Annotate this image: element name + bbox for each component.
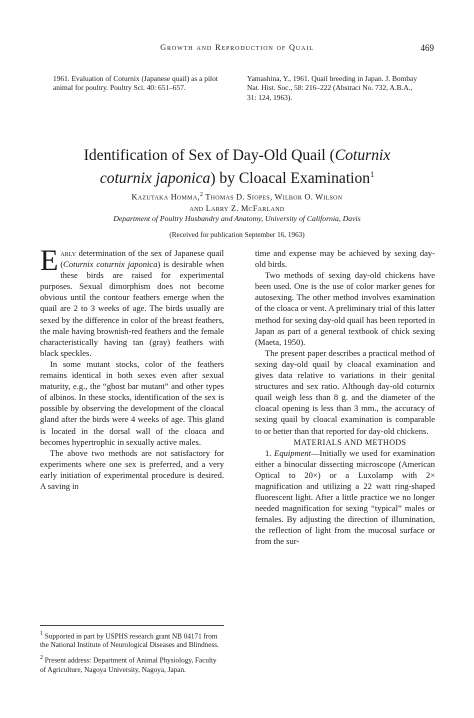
paragraph: Early determination of the sex of Japanese quail (Coturnix coturnix japonica) is desirable when these birds are raised for experimental purposes. Sexual dimorphism does not become obvious until the contour feathers emerge when the quail are 2 to 3 weeks of age. The birds usually are sexed by the difference in color of the breast feathers, the male having brownish-red feathers and the female characteristically having tan (gray) feathers with black speckles.	[40, 244, 225, 358]
author-list: Kazutaka Homma,$^2$ Thomas D. Siopes, Wilbor O. Wilson and Larry Z. McFarland	[131, 192, 343, 213]
paragraph: The present paper describes a practical method of sexing day-old quail by cloacal examination and gives data relative to variations in their genital structures and sex ratio. Although day-old coturnix quail weigh less than 8 g. and the diameter of the cloacal opening is less than 3 mm., the accuracy of sexing quail by cloacal examination is comparable to or better than that reported for day-old chickens.	[255, 347, 435, 436]
received-date: (Received for publication September 16, 1963)	[169, 231, 305, 239]
reference-item: Yamashina, Y., 1961. Quail breeding in Japan. J. Bombay Nat. Hist. Soc., 58: 216–222 (Abstract No. 732, A.B.A., 31: 124, 1963).	[247, 74, 418, 102]
running-head-title: Growth and Reproduction of Quail	[160, 43, 314, 52]
right-column	[255, 248, 435, 548]
reference-item: 1961. Evaluation of Coturnix (Japanese quail) as a pilot animal for poultry. Poultry Sci. 40: 651–657.	[53, 74, 218, 93]
page-number: 469	[420, 43, 434, 53]
paragraph: time and expense may be achieved by sexing day-old birds.	[255, 248, 435, 270]
article-title: Identification of Sex of Day-Old Quail (Coturnix coturnix japonica) by Cloacal Examination$^1$	[83, 147, 391, 187]
footnotes	[40, 625, 224, 675]
paragraph: The above two methods are not satisfactory for experiments where one sex is preferred, and a very early initiation of experimental procedure is desired. A saving in	[40, 447, 224, 491]
footnote: $^1$ Supported in part by USPHS research grant NB 04171 from the National Institute of Neurological Diseases and Blindness.	[40, 631, 219, 650]
author-footnote-mark: 2	[199, 192, 204, 198]
footnote: $^2$ Present address: Department of Animal Physiology, Faculty of Agriculture, Nagoya University, Nagoya, Japan.	[40, 655, 217, 674]
paragraph: Two methods of sexing day-old chickens have been used. One is the use of color marker genes for autosexing. The other method involves examination of the cloaca or vent. A preliminary trial of this latter method for sexing day-old quail has been reported in Japan as part of a general textbook of chick sexing (Maeta, 1950).	[255, 270, 435, 347]
title-footnote-mark: 1	[370, 169, 375, 179]
left-column	[40, 244, 225, 492]
author-affiliation: Department of Poultry Husbandry and Anatomy, University of California, Davis	[113, 214, 361, 223]
drop-cap: E	[40, 244, 59, 277]
paragraph: 1. Equipment—Initially we used for examination either a binocular dissecting microscope (American Optical to 20×) or a Luxolamp with 2× magnification and utilizing a 22 watt ring-shaped fluorescent light. After a little practice we no longer needed magnification for sexing “typical” males or females. By adjusting the direction of illumination, the reflection of light from the mucosal surface or from the sur-	[255, 447, 435, 547]
running-header	[40, 43, 434, 57]
paragraph: In some mutant stocks, color of the feathers remains identical in both sexes even after sexual maturity, e.g., the “ghost bar mutant” and other types of albinos. In these stocks, identification of the sex is possible by observing the development of the cloacal gland after the birds were 4 weeks of age. This gland is located in the dorsal wall of the cloaca and becomes hypertrophic in sexually active males.	[40, 358, 224, 447]
section-heading: MATERIALS AND METHODS	[293, 437, 407, 447]
